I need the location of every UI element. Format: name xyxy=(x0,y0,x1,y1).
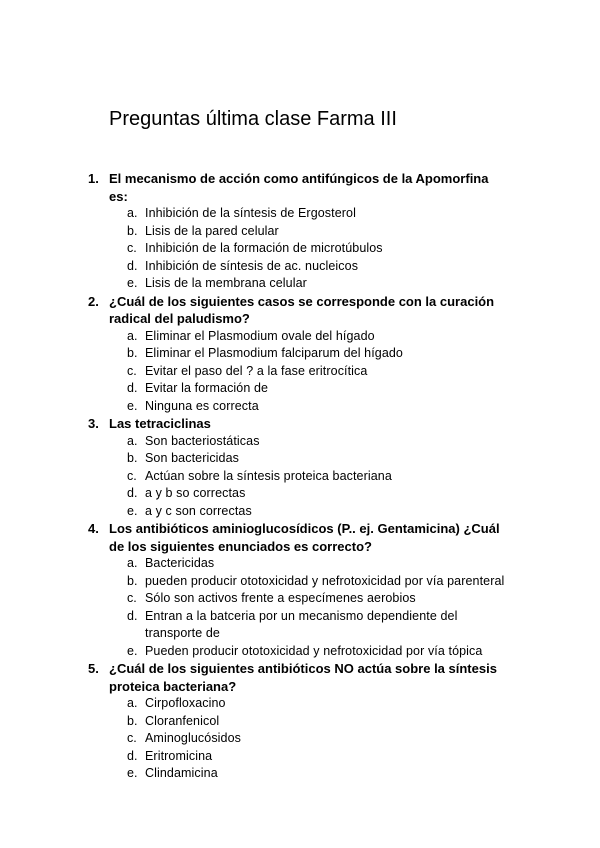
option-letter: b. xyxy=(127,713,138,728)
option-list xyxy=(0,433,600,521)
option-letter: d. xyxy=(127,748,138,763)
option-text: Lisis de la pared celular xyxy=(145,223,279,238)
option-text: Ninguna es correcta xyxy=(145,398,259,413)
option-letter: a. xyxy=(127,556,138,570)
option-item xyxy=(0,485,600,503)
option-text: Entran a la batceria por un mecanismo dependiente del transporte de xyxy=(145,608,458,640)
option-text: Evitar el paso del ? a la fase eritrocítica xyxy=(145,363,368,378)
option-item xyxy=(0,433,600,451)
option-item xyxy=(0,258,600,276)
option-letter: a. xyxy=(127,433,138,448)
option-item xyxy=(0,468,600,486)
option-item xyxy=(0,590,600,608)
option-letter: e. xyxy=(127,276,138,290)
option-letter: a. xyxy=(127,696,138,710)
option-text: Pueden producir ototoxicidad y nefrotoxicidad por vía tópica xyxy=(145,643,483,658)
option-text: Eritromicina xyxy=(145,748,213,763)
option-list xyxy=(0,695,600,783)
question-text: ¿Cuál de los siguientes casos se corresponde con la curación radical del paludismo? xyxy=(109,293,495,326)
option-letter: c. xyxy=(127,468,137,483)
question-text: ¿Cuál de los siguientes antibióticos NO actúa sobre la síntesis proteica bacteriana? xyxy=(109,661,497,694)
option-text: Clindamicina xyxy=(145,766,218,780)
option-item xyxy=(0,695,600,713)
option-item xyxy=(0,730,600,748)
option-text: Eliminar el Plasmodium ovale del hígado xyxy=(145,328,375,343)
option-item xyxy=(0,713,600,731)
question-text: Los antibióticos aminioglucosídicos (P.. ej. Gentamicina) ¿Cuál de los siguientes enunciados es correcto? xyxy=(109,521,500,554)
option-text: Aminoglucósidos xyxy=(145,731,241,745)
option-letter: d. xyxy=(127,608,138,623)
option-letter: b. xyxy=(127,223,138,238)
question-item xyxy=(0,660,600,783)
question-text: Las tetraciclinas xyxy=(109,416,211,431)
option-item xyxy=(0,573,600,591)
option-text: Sólo son activos frente a especímenes aerobios xyxy=(145,591,416,605)
option-item xyxy=(0,275,600,293)
option-item xyxy=(0,398,600,416)
option-text: Inhibición de la formación de microtúbulos xyxy=(145,241,383,255)
option-letter: b. xyxy=(127,573,138,588)
option-text: Cirpofloxacino xyxy=(145,696,226,710)
option-letter: e. xyxy=(127,643,138,658)
option-item xyxy=(0,205,600,223)
option-letter: e. xyxy=(127,503,138,518)
option-item xyxy=(0,223,600,241)
question-number: 2. xyxy=(88,293,99,309)
option-letter: e. xyxy=(127,766,138,780)
option-item xyxy=(0,643,600,661)
option-letter: d. xyxy=(127,258,138,273)
option-text: a y b so correctas xyxy=(145,486,246,500)
option-letter: b. xyxy=(127,451,138,465)
option-item xyxy=(0,503,600,521)
option-item xyxy=(0,363,600,381)
question-number: 1. xyxy=(88,171,99,186)
question-item xyxy=(0,520,600,660)
option-item xyxy=(0,765,600,783)
question-number: 4. xyxy=(88,521,99,536)
option-letter: a. xyxy=(127,328,138,343)
option-text: Inhibición de la síntesis de Ergosterol xyxy=(145,206,356,220)
question-list xyxy=(0,170,600,783)
option-letter: e. xyxy=(127,398,138,413)
option-text: Cloranfenicol xyxy=(145,713,220,728)
option-text: Lisis de la membrana celular xyxy=(145,276,307,290)
option-item xyxy=(0,608,600,643)
option-text: Son bactericidas xyxy=(145,451,240,465)
option-item xyxy=(0,345,600,363)
question-item xyxy=(0,415,600,520)
option-letter: c. xyxy=(127,241,137,255)
option-list xyxy=(0,205,600,293)
page-title: Preguntas última clase Farma III xyxy=(109,108,397,130)
option-item xyxy=(0,748,600,766)
option-letter: c. xyxy=(127,731,137,745)
option-list xyxy=(0,328,600,416)
option-item xyxy=(0,555,600,573)
option-letter: d. xyxy=(127,381,138,395)
question-text: El mecanismo de acción como antifúngicos de la Apomorfina es: xyxy=(109,171,489,204)
option-letter: d. xyxy=(127,486,138,500)
option-letter: c. xyxy=(127,591,137,605)
option-text: Son bacteriostáticas xyxy=(145,433,260,448)
option-text: Eliminar el Plasmodium falciparum del hígado xyxy=(145,346,403,360)
option-text: Actúan sobre la síntesis proteica bacteriana xyxy=(145,468,392,483)
question-item xyxy=(0,293,600,416)
option-text: a y c son correctas xyxy=(145,503,252,518)
question-item xyxy=(0,170,600,293)
option-item xyxy=(0,328,600,346)
option-text: Inhibición de síntesis de ac. nucleicos xyxy=(145,258,359,273)
option-letter: c. xyxy=(127,363,137,378)
question-number: 3. xyxy=(88,416,99,431)
option-list xyxy=(0,555,600,660)
option-item xyxy=(0,450,600,468)
option-letter: b. xyxy=(127,346,138,360)
question-number: 5. xyxy=(88,661,99,676)
option-text: Evitar la formación de xyxy=(145,381,269,395)
option-item xyxy=(0,380,600,398)
option-text: pueden producir ototoxicidad y nefrotoxicidad por vía parenteral xyxy=(145,573,505,588)
option-text: Bactericidas xyxy=(145,556,215,570)
option-letter: a. xyxy=(127,206,138,220)
option-item xyxy=(0,240,600,258)
